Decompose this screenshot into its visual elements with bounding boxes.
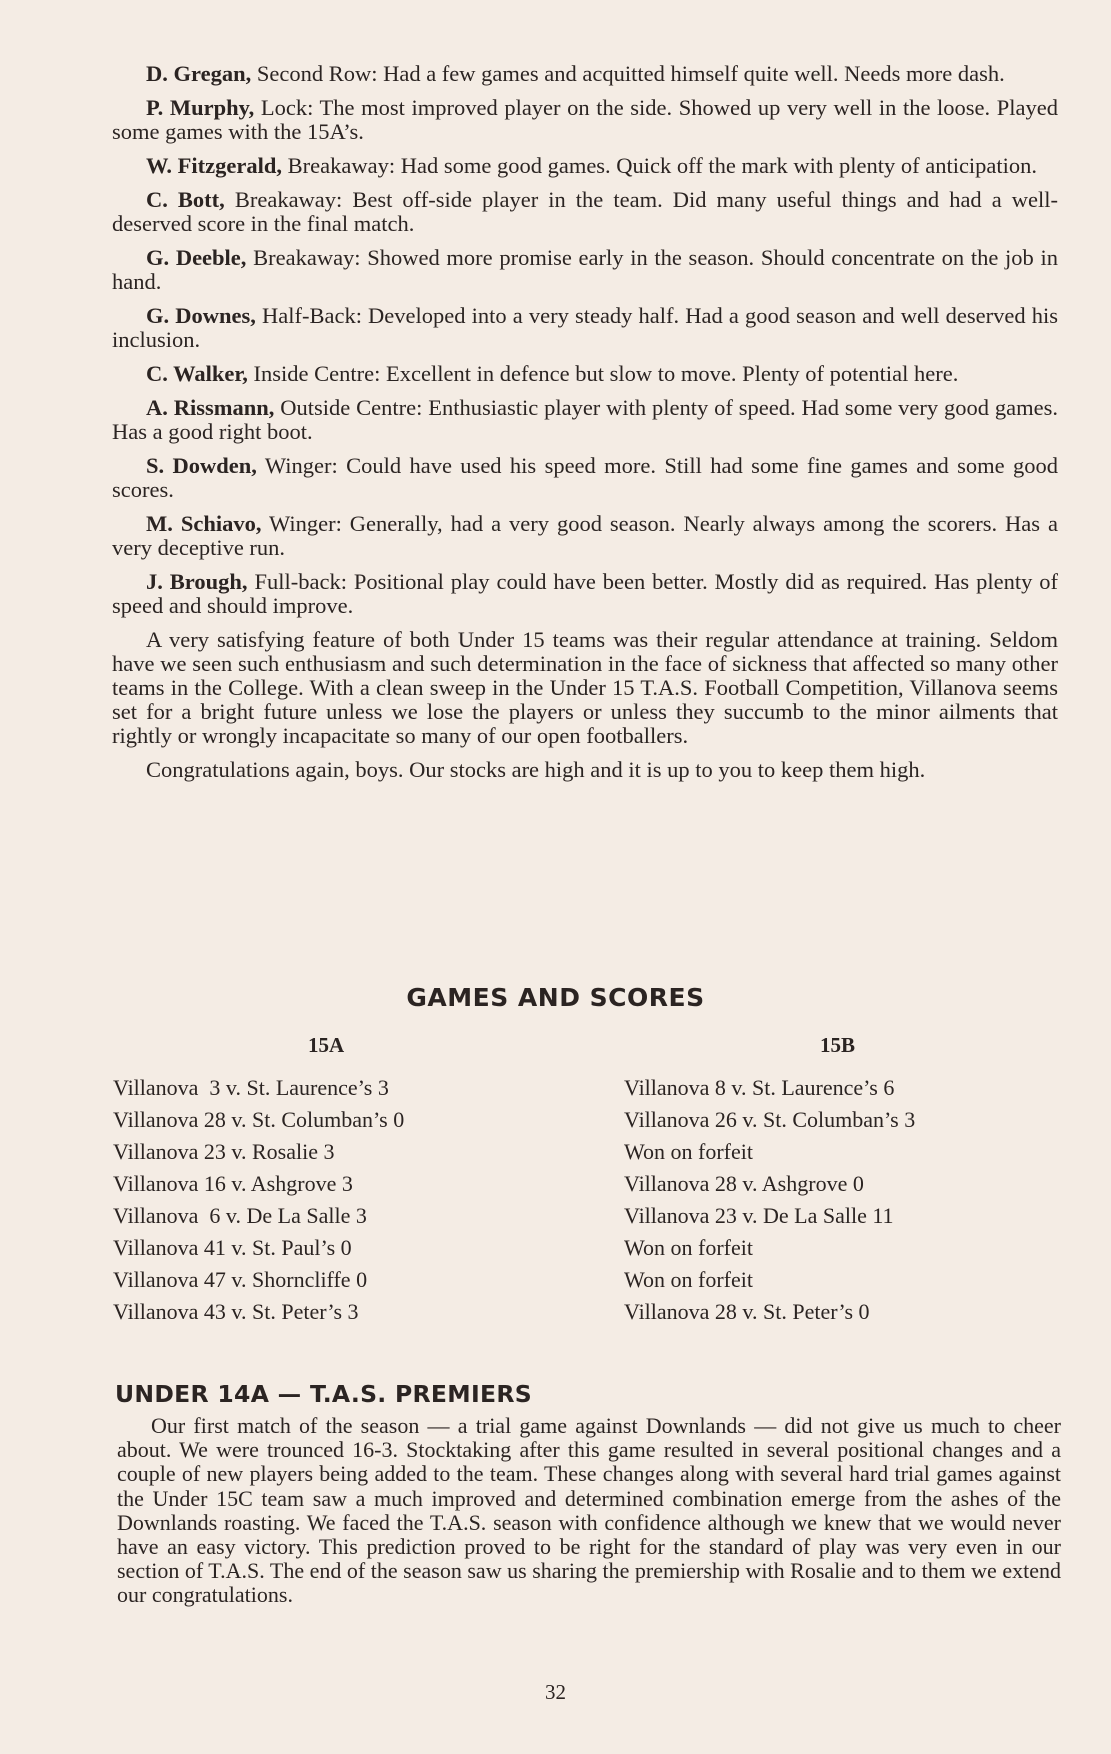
score-row: Villanova 28 v. Ashgrove 0 [624,1171,864,1196]
player-name: M. Schiavo, [146,511,262,536]
player-report [112,362,1058,386]
score-row: Villanova 28 v. St. Columban’s 0 [113,1107,405,1132]
player-comment: Inside Centre: Excellent in defence but slow to move. Plenty of potential here. [247,361,959,386]
team-15a-heading: 15A [308,1033,345,1057]
player-name: A. Rissmann, [146,395,275,420]
player-comment: Lock: The most improved player on the side. Showed up very well in the loose. Played some games with the 15A’s. [112,95,1058,144]
player-comment: Breakaway: Showed more promise early in the season. Should concentrate on the job in hand. [112,245,1058,294]
score-row: Villanova 16 v. Ashgrove 3 [113,1171,353,1196]
player-report [112,454,1058,502]
team-15b-results [624,1072,915,1328]
player-report [112,246,1058,294]
score-row: Villanova 23 v. De La Salle 11 [624,1203,894,1228]
player-comment: Breakaway: Had some good games. Quick off the mark with plenty of anticipation. [282,153,1038,178]
player-name: C. Bott, [146,187,225,212]
player-report [112,154,1058,178]
player-report [112,570,1058,618]
player-comment: Winger: Could have used his speed more. Still had some fine games and some good scores. [112,453,1058,502]
player-comment: Breakaway: Best off-side player in the team. Did many useful things and had a well-deserved score in the final match. [112,187,1058,236]
page-number: 32 [545,1680,566,1704]
player-report [112,396,1058,444]
player-reports [112,62,1058,792]
score-row: Villanova 47 v. Shorncliffe 0 [113,1267,368,1292]
player-comment: Second Row: Had a few games and acquitted himself quite well. Needs more dash. [251,61,1005,86]
player-report [112,96,1058,144]
score-row: Villanova 8 v. St. Laurence’s 6 [624,1075,895,1100]
player-name: J. Brough, [146,569,248,594]
score-row: Villanova 41 v. St. Paul’s 0 [113,1235,352,1260]
player-name: G. Deeble, [146,245,247,270]
score-row: Won on forfeit [624,1267,753,1292]
score-row: Villanova 43 v. St. Peter’s 3 [113,1299,359,1324]
player-name: P. Murphy, [146,95,255,120]
section-paragraph: Our first match of the season — a trial game against Downlands — did not give us much to cheer about. We were trounced 16-3. Stocktaking after this game resulted in several positional changes and a couple of new players being added to the team. These changes along with several hard trial games against the Under 15C team saw a much improved and determined combination emerge from the ashes of the Downlands roasting. We faced the T.A.S. season with confidence although we knew that we would never have an easy victory. This prediction proved to be right for the standard of play was very even in our section of T.A.S. The end of the season saw us sharing the premiership with Rosalie and to them we extend our congratulations. [117,1413,1061,1608]
team-15a-results [113,1072,404,1328]
player-comment: Half-Back: Developed into a very steady half. Had a good season and well deserved his inclusion. [112,303,1058,352]
player-report [112,188,1058,236]
player-name: C. Walker, [146,361,248,386]
player-name: D. Gregan, [146,61,252,86]
score-row: Villanova 6 v. De La Salle 3 [113,1203,367,1228]
player-comment: Winger: Generally, had a very good season. Nearly always among the scorers. Has a very deceptive run. [112,511,1058,560]
score-row: Villanova 3 v. St. Laurence’s 3 [113,1075,389,1100]
player-comment: Full-back: Positional play could have been better. Mostly did as required. Has plenty of speed and should improve. [112,569,1058,618]
player-comment: Outside Centre: Enthusiastic player with plenty of speed. Had some very good games. Has a good right boot. [112,395,1059,444]
team-15b-heading: 15B [820,1033,856,1057]
score-row: Villanova 26 v. St. Columban’s 3 [624,1107,916,1132]
closing-paragraph: Congratulations again, boys. Our stocks are high and it is up to you to keep them high. [146,757,926,782]
player-name: G. Downes, [146,303,256,328]
score-row: Won on forfeit [624,1235,753,1260]
player-report [112,512,1058,560]
player-name: W. Fitzgerald, [146,153,283,178]
score-row: Villanova 28 v. St. Peter’s 0 [624,1299,870,1324]
closing-paragraph: A very satisfying feature of both Under 15 teams was their regular attendance at training. Seldom have we seen such enthusiasm and such determination in the face of sickness that affected so many other teams in the College. With a clean sweep in the Under 15 T.A.S. Football Competition, Villanova seems set for a bright future unless we lose the players or unless they succumb to the minor ailments that rightly or wrongly incapacitate so many of our open footballers. [112,627,1058,748]
score-row: Villanova 23 v. Rosalie 3 [113,1139,335,1164]
player-report [112,62,1058,86]
under-14a-report [117,1414,1061,1618]
games-and-scores-heading: GAMES AND SCORES [406,983,705,1012]
under-14a-heading: UNDER 14A — T.A.S. PREMIERS [115,1380,532,1408]
player-report [112,304,1058,352]
player-name: S. Dowden, [146,453,257,478]
score-row: Won on forfeit [624,1139,753,1164]
